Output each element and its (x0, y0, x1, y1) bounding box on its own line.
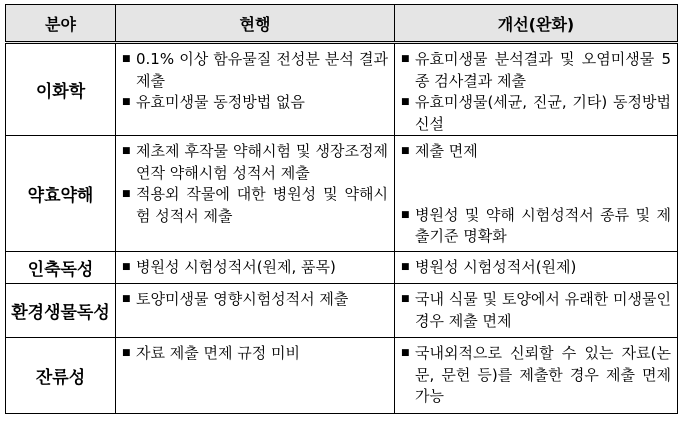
header-improved: 개선(완화) (395, 5, 678, 43)
header-current: 현행 (116, 5, 395, 43)
current-cell (116, 338, 395, 414)
list-item: ■ 유효미생물(세균, 진균, 기타) 동정방법 신설 (401, 93, 671, 133)
list-item: ■ 병원성 시험성적서(원제) (401, 257, 671, 279)
bullet-icon: ■ (122, 146, 131, 156)
list-item: ■ 자료 제출 면제 규정 미비 (122, 343, 388, 365)
bullet-icon: ■ (401, 54, 410, 64)
current-cell (116, 284, 395, 338)
bullet-icon: ■ (401, 294, 410, 304)
list-item: ■ 토양미생물 영향시험성적서 제출 (122, 289, 388, 311)
bullet-icon: ■ (122, 262, 131, 272)
list-item: ■ 병원성 및 약해 시험성적서 종류 및 제출기준 명확화 (401, 205, 671, 245)
header-row (6, 5, 678, 43)
list-item: ■ 적용외 작물에 대한 병원성 및 약해시험 성적서 제출 (122, 185, 388, 225)
category-cell: 인축독성 (6, 252, 116, 284)
bullet-icon: ■ (401, 97, 410, 107)
improved-cell (395, 284, 678, 338)
current-cell (116, 252, 395, 284)
list-item: ■ 국내외적으로 신뢰할 수 있는 자료(논문, 문헌 등)를 제출한 경우 제출 면제 가능 (401, 344, 671, 405)
current-cell (116, 136, 395, 252)
list-item: ■ 병원성 시험성적서(원제, 품목) (122, 257, 388, 279)
bullet-icon: ■ (122, 294, 131, 304)
improved-cell (395, 252, 678, 284)
improved-cell (395, 338, 678, 414)
bullet-icon: ■ (401, 348, 410, 358)
table-row (6, 43, 678, 136)
improved-cell (395, 136, 678, 252)
list-item: ■ 제출 면제 (401, 141, 671, 163)
table-row (6, 338, 678, 414)
list-item: ■ 제초제 후작물 약해시험 및 생장조정제 연작 약해시험 성적서 제출 (122, 142, 388, 182)
table-row (6, 252, 678, 284)
table-row (6, 284, 678, 338)
improved-cell (395, 43, 678, 136)
bullet-icon: ■ (122, 348, 131, 358)
current-cell (116, 43, 395, 136)
comparison-table (5, 4, 678, 414)
bullet-icon: ■ (122, 97, 131, 107)
category-cell: 이화학 (6, 43, 116, 136)
bullet-icon: ■ (122, 189, 131, 199)
list-item: ■ 국내 식물 및 토양에서 유래한 미생물인 경우 제출 면제 (401, 290, 671, 330)
category-cell: 환경생물독성 (6, 284, 116, 338)
bullet-icon: ■ (401, 262, 410, 272)
table-row (6, 136, 678, 252)
list-item: ■ 유효미생물 동정방법 없음 (122, 92, 388, 114)
bullet-icon: ■ (122, 54, 131, 64)
bullet-icon: ■ (401, 146, 410, 156)
header-field: 분야 (6, 5, 116, 43)
category-cell: 약효약해 (6, 136, 116, 252)
category-cell: 잔류성 (6, 338, 116, 414)
list-item: ■ 0.1% 이상 함유물질 전성분 분석 결과 제출 (122, 50, 388, 90)
list-item: ■ 유효미생물 분석결과 및 오염미생물 5종 검사결과 제출 (401, 50, 671, 90)
bullet-icon: ■ (401, 209, 410, 220)
